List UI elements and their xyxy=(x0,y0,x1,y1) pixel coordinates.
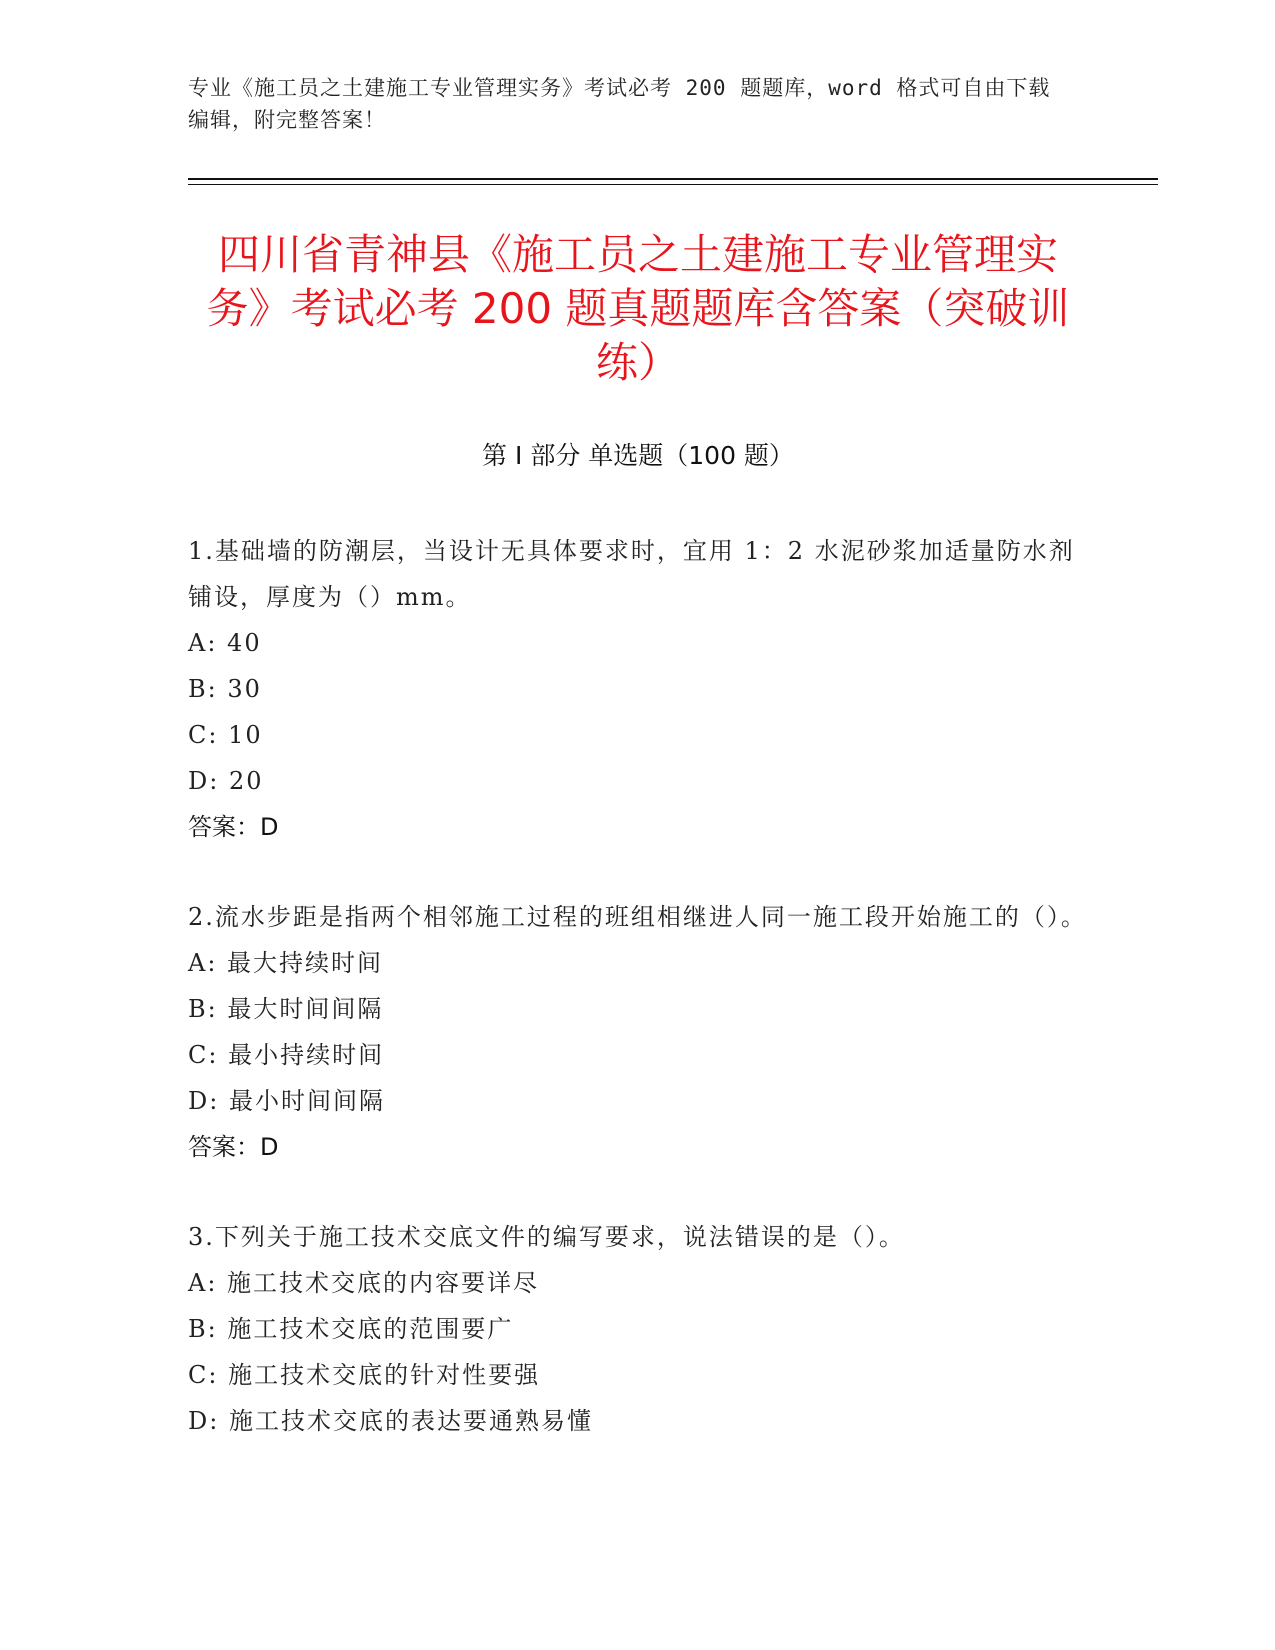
answer-text: 答案：D xyxy=(188,813,279,841)
header-divider-thick xyxy=(188,178,1158,180)
option-d: D: 最小时间间隔 xyxy=(188,1087,385,1115)
question-text: 2.流水步距是指两个相邻施工过程的班组相继进人同一施工段开始施工的（）。 xyxy=(188,903,1087,931)
option-b: B: 施工技术交底的范围要广 xyxy=(188,1315,514,1343)
option-a: A: 施工技术交底的内容要详尽 xyxy=(188,1269,540,1297)
option-a: A: 40 xyxy=(188,629,262,657)
question-text: 3.下列关于施工技术交底文件的编写要求，说法错误的是（）。 xyxy=(188,1223,905,1251)
option-b: B: 30 xyxy=(188,675,262,703)
section-title: 第 I 部分 单选题（100 题） xyxy=(482,441,794,470)
question-text: 1.基础墙的防潮层，当设计无具体要求时，宜用 1：2 水泥砂浆加适量防水剂铺设，厚度为（）mm。 xyxy=(188,537,1075,611)
question-item xyxy=(188,894,1088,1170)
question-item xyxy=(188,1214,1088,1444)
option-c: C: 施工技术交底的针对性要强 xyxy=(188,1361,541,1389)
header-divider-thin xyxy=(188,184,1158,185)
option-d: D: 20 xyxy=(188,767,264,795)
document-title: 四川省青神县《施工员之土建施工专业管理实务》考试必考 200 题真题题库含答案（突破训练） xyxy=(206,230,1070,387)
question-list xyxy=(188,528,1088,1488)
option-b: B: 最大时间间隔 xyxy=(188,995,384,1023)
option-d: D: 施工技术交底的表达要通熟易懂 xyxy=(188,1407,593,1435)
header-note: 专业《施工员之土建施工专业管理实务》考试必考 200 题题库，word 格式可自由下载编辑，附完整答案！ xyxy=(188,76,1051,132)
option-c: C: 10 xyxy=(188,721,263,749)
option-a: A: 最大持续时间 xyxy=(188,949,384,977)
option-c: C: 最小持续时间 xyxy=(188,1041,385,1069)
answer-text: 答案：D xyxy=(188,1133,279,1161)
question-item xyxy=(188,528,1088,850)
